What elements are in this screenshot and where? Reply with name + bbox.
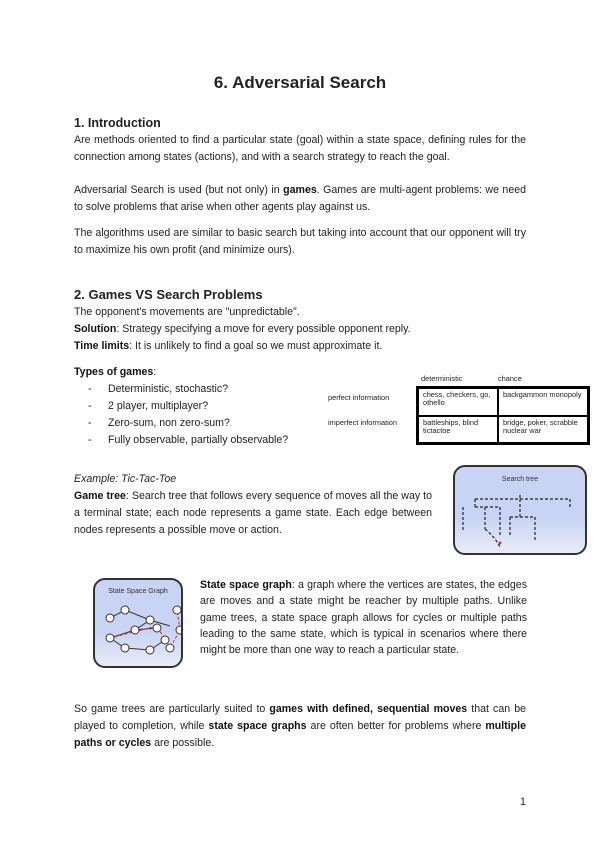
image-caption: Search tree (501, 476, 539, 483)
intro-paragraph-2 (74, 182, 526, 216)
list-item: - Deterministic, stochastic? (74, 381, 288, 398)
intro-paragraph-1: Are methods oriented to find a particular state (goal) within a state space, defining rules for the connection among states (actions), and with a search strategy to reach the goal. (74, 134, 526, 163)
table-cell: chess, checkers, go, othello (418, 388, 498, 416)
text: : Strategy specifying a move for every possible opponent reply. (116, 323, 411, 335)
example-label: Example: Tic-Tac-Toe (74, 473, 177, 485)
table-cell: battleships, blind tictactoe (418, 416, 498, 444)
col-header: deterministic (421, 374, 463, 383)
text: : a graph where the vertices are states, the edges are moves and a state might be reacher by multiple paths. Unlike game trees, a state space graph allows for cycles or multiple paths leading to the same state, which is typical in scenarios where there might be more than one way to reach a particular state. (200, 579, 527, 657)
conclusion-paragraph (74, 701, 526, 752)
games-intro (74, 304, 534, 355)
label: Game tree (74, 490, 126, 502)
label: Solution (74, 323, 117, 335)
row-header: imperfect information (328, 418, 398, 427)
state-space-graph-paragraph (200, 577, 527, 658)
text: : It is unlikely to find a goal so we must approximate it. (129, 340, 383, 352)
table-grid (416, 386, 590, 445)
text: Adversarial Search is used (but not only) in (74, 184, 284, 196)
table-cell: bridge, poker, scrabble nuclear war (498, 416, 588, 444)
label: Time limits (74, 340, 130, 352)
emphasis: multiple paths or cycles (74, 720, 526, 749)
emphasis: games with defined, sequential moves (269, 703, 468, 715)
tree-drawing-icon (455, 487, 585, 547)
types-heading (74, 364, 156, 381)
text: that can be played to completion, while (74, 703, 526, 732)
solution-line (74, 321, 534, 338)
list-item: - 2 player, multiplayer? (74, 398, 288, 415)
page-title: 6. Adversarial Search (213, 73, 387, 92)
search-tree-image (453, 465, 587, 555)
text: : (153, 366, 157, 378)
list-item: - Zero-sum, non zero-sum? (74, 415, 288, 432)
state-space-graph-image (93, 578, 183, 668)
text: : Search tree that follows every sequence of moves all the way to a terminal state; each node represents a game state. Each edge between nodes represents a possible move or action. (74, 490, 432, 536)
label: Types of games (74, 366, 154, 378)
label: State space graph (200, 579, 292, 591)
list-item: - Fully observable, partially observable? (74, 432, 288, 449)
col-header: chance (498, 374, 522, 383)
section-heading-introduction: 1. Introduction (74, 116, 161, 130)
image-caption: State Space Graph (108, 588, 168, 595)
games-emphasis: games (283, 184, 317, 196)
section-heading-games: 2. Games VS Search Problems (74, 287, 263, 302)
graph-drawing-icon (95, 598, 181, 664)
time-limits-line (74, 338, 534, 355)
text: . Games are multi-agent problems: we need to solve problems that arise when other agents play against us. (74, 184, 526, 213)
text: So game trees are particularly suited to (74, 703, 270, 715)
text: are often better for problems where (306, 720, 486, 732)
text: are possible. (151, 737, 215, 749)
text: The opponent's movements are "unpredictable". (74, 306, 300, 318)
game-tree-paragraph (74, 488, 432, 539)
intro-paragraph-3: The algorithms used are similar to basic search but taking into account that our opponent will try to maximize his own profit (and minimize ours). (74, 227, 526, 256)
row-header: perfect information (328, 393, 390, 402)
page-number: 1 (520, 796, 526, 808)
table-cell: backgammon monopoly (498, 388, 588, 416)
emphasis: state space graphs (208, 720, 307, 732)
types-list (74, 381, 288, 449)
